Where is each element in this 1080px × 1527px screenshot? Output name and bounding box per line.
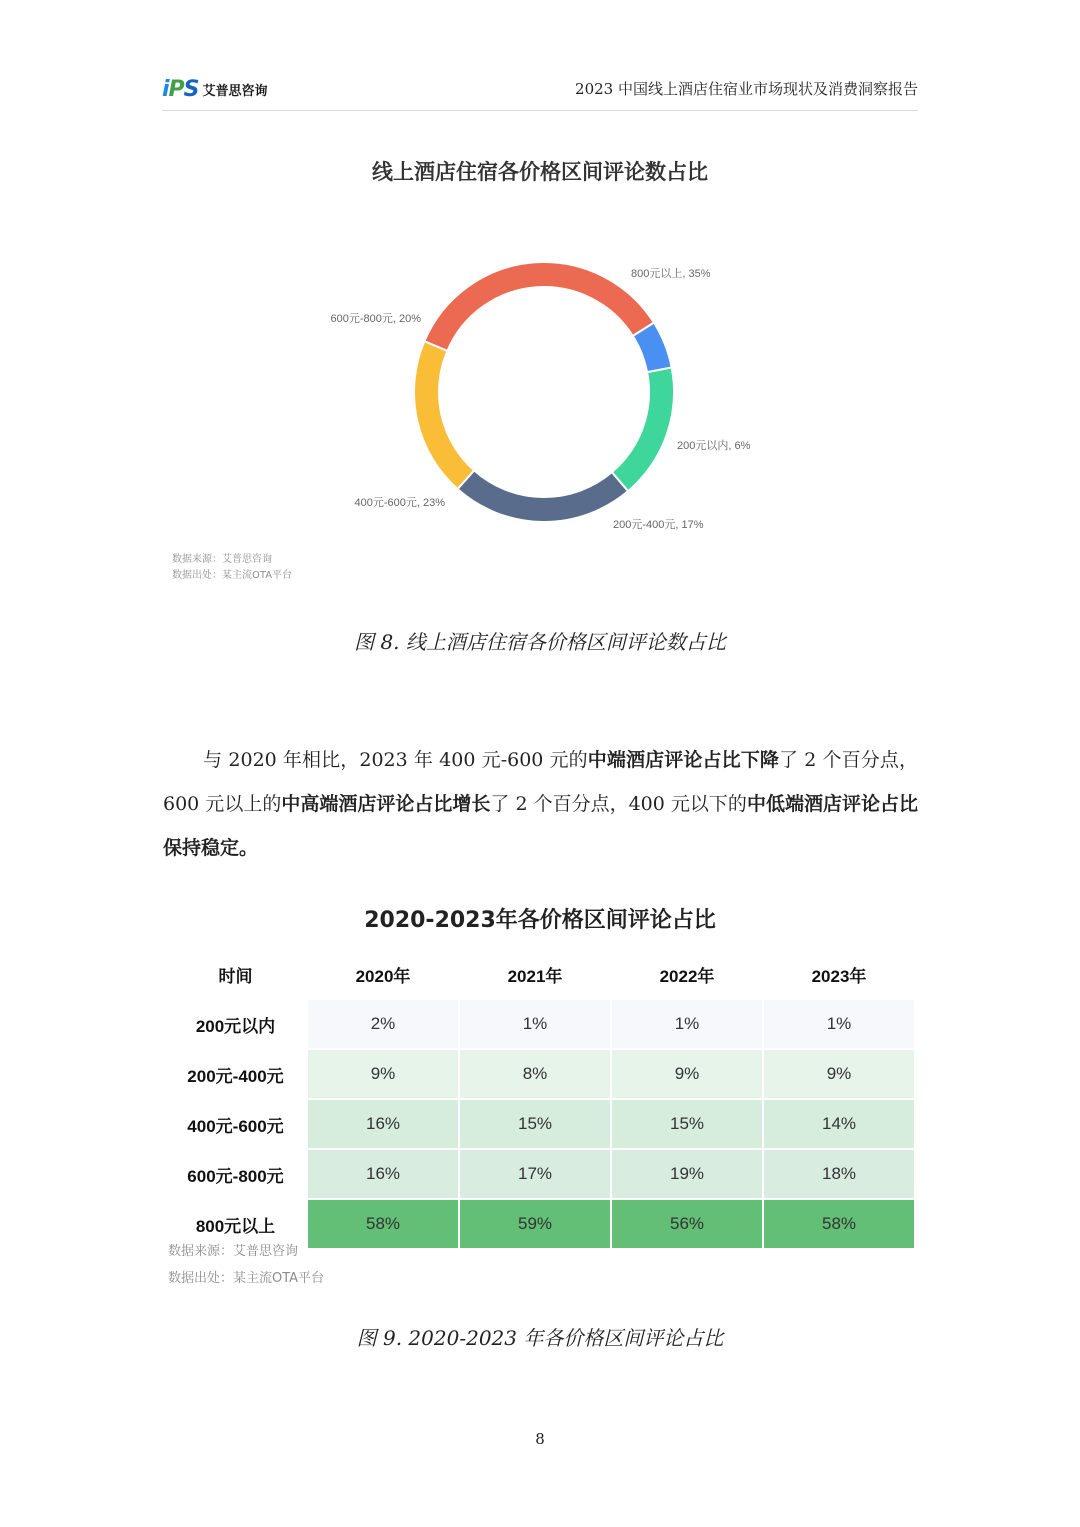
donut-slice (612, 368, 674, 492)
slice-label: 400元-600元, 23% (354, 497, 445, 509)
row-label: 400元-600元 (164, 1099, 307, 1149)
donut-slice (457, 470, 628, 522)
brand-logo (162, 76, 268, 102)
table-cell: 16% (307, 1149, 459, 1199)
table-cell: 59% (459, 1199, 611, 1249)
para-text-1: 与 2020 年相比，2023 年 400 元-600 元的 (203, 749, 588, 771)
table-cell: 1% (611, 999, 763, 1049)
donut-slice (414, 341, 474, 489)
slice-label: 800元以上, 35% (631, 268, 711, 280)
table-header-row (164, 950, 915, 999)
table-row (164, 1049, 915, 1099)
table-cell: 2% (307, 999, 459, 1049)
logo-text: 艾普思咨询 (202, 83, 268, 99)
table-row (164, 1149, 915, 1199)
figure9-caption: 图 9. 2020-2023 年各价格区间评论占比 (356, 1326, 724, 1350)
figure8-caption: 图 8. 线上酒店住宿各价格区间评论数占比 (354, 630, 726, 654)
report-title: 2023 中国线上酒店住宿业市场现状及消费洞察报告 (575, 80, 918, 98)
table-cell: 56% (611, 1199, 763, 1249)
fig9-origin-line: 数据出处：某主流OTA平台 (168, 1271, 325, 1286)
table-row (164, 999, 915, 1049)
fig8-origin-line: 数据出处：某主流OTA平台 (172, 570, 293, 581)
table-cell: 17% (459, 1149, 611, 1199)
table-cell: 1% (459, 999, 611, 1049)
table-cell: 18% (763, 1149, 915, 1199)
share-table (163, 950, 916, 1250)
col-header: 2022年 (659, 966, 715, 986)
page-header (162, 70, 918, 111)
donut-chart (300, 240, 800, 550)
table-cell: 14% (763, 1099, 915, 1149)
table-cell: 8% (459, 1049, 611, 1099)
row-label: 800元以上 (164, 1199, 307, 1249)
slice-label: 200元-400元, 17% (613, 519, 704, 531)
col-header: 时间 (218, 966, 253, 986)
table-cell: 9% (763, 1049, 915, 1099)
fig8-source-line: 数据来源：艾普思咨询 (172, 554, 272, 565)
row-label: 600元-800元 (164, 1149, 307, 1199)
table-cell: 58% (307, 1199, 459, 1249)
table-cell: 15% (611, 1099, 763, 1149)
table-chart-title: 2020-2023年各价格区间评论占比 (364, 908, 716, 933)
table-cell: 16% (307, 1099, 459, 1149)
table-cell: 19% (611, 1149, 763, 1199)
page-number: 8 (535, 1430, 545, 1448)
table-cell: 58% (763, 1199, 915, 1249)
logo-mark: iPS (162, 76, 199, 102)
table-cell: 15% (459, 1099, 611, 1149)
body-paragraph (163, 738, 918, 870)
donut-slice (424, 262, 654, 351)
table-cell: 9% (611, 1049, 763, 1099)
para-bold-2: 中高端酒店评论占比增长 (281, 793, 491, 815)
para-text-2: 了 2 个百分点，600 元以上的 (163, 749, 918, 815)
slice-label: 600元-800元, 20% (330, 313, 421, 325)
donut-chart-title: 线上酒店住宿各价格区间评论数占比 (372, 160, 708, 184)
row-label: 200元以内 (164, 999, 307, 1049)
para-bold-3: 中低端酒店评论占比保持稳定。 (163, 793, 918, 859)
col-header: 2021年 (507, 966, 563, 986)
slice-label: 200元以内, 6% (677, 440, 751, 452)
row-label: 200元-400元 (164, 1049, 307, 1099)
fig9-source-line: 数据来源：艾普思咨询 (168, 1244, 299, 1259)
table-row (164, 1099, 915, 1149)
col-header: 2023年 (811, 966, 867, 986)
table-cell: 9% (307, 1049, 459, 1099)
col-header: 2020年 (355, 966, 411, 986)
para-bold-1: 中端酒店评论占比下降 (587, 749, 779, 771)
para-text-3: 了 2 个百分点，400 元以下的 (490, 793, 747, 815)
table-cell: 1% (763, 999, 915, 1049)
